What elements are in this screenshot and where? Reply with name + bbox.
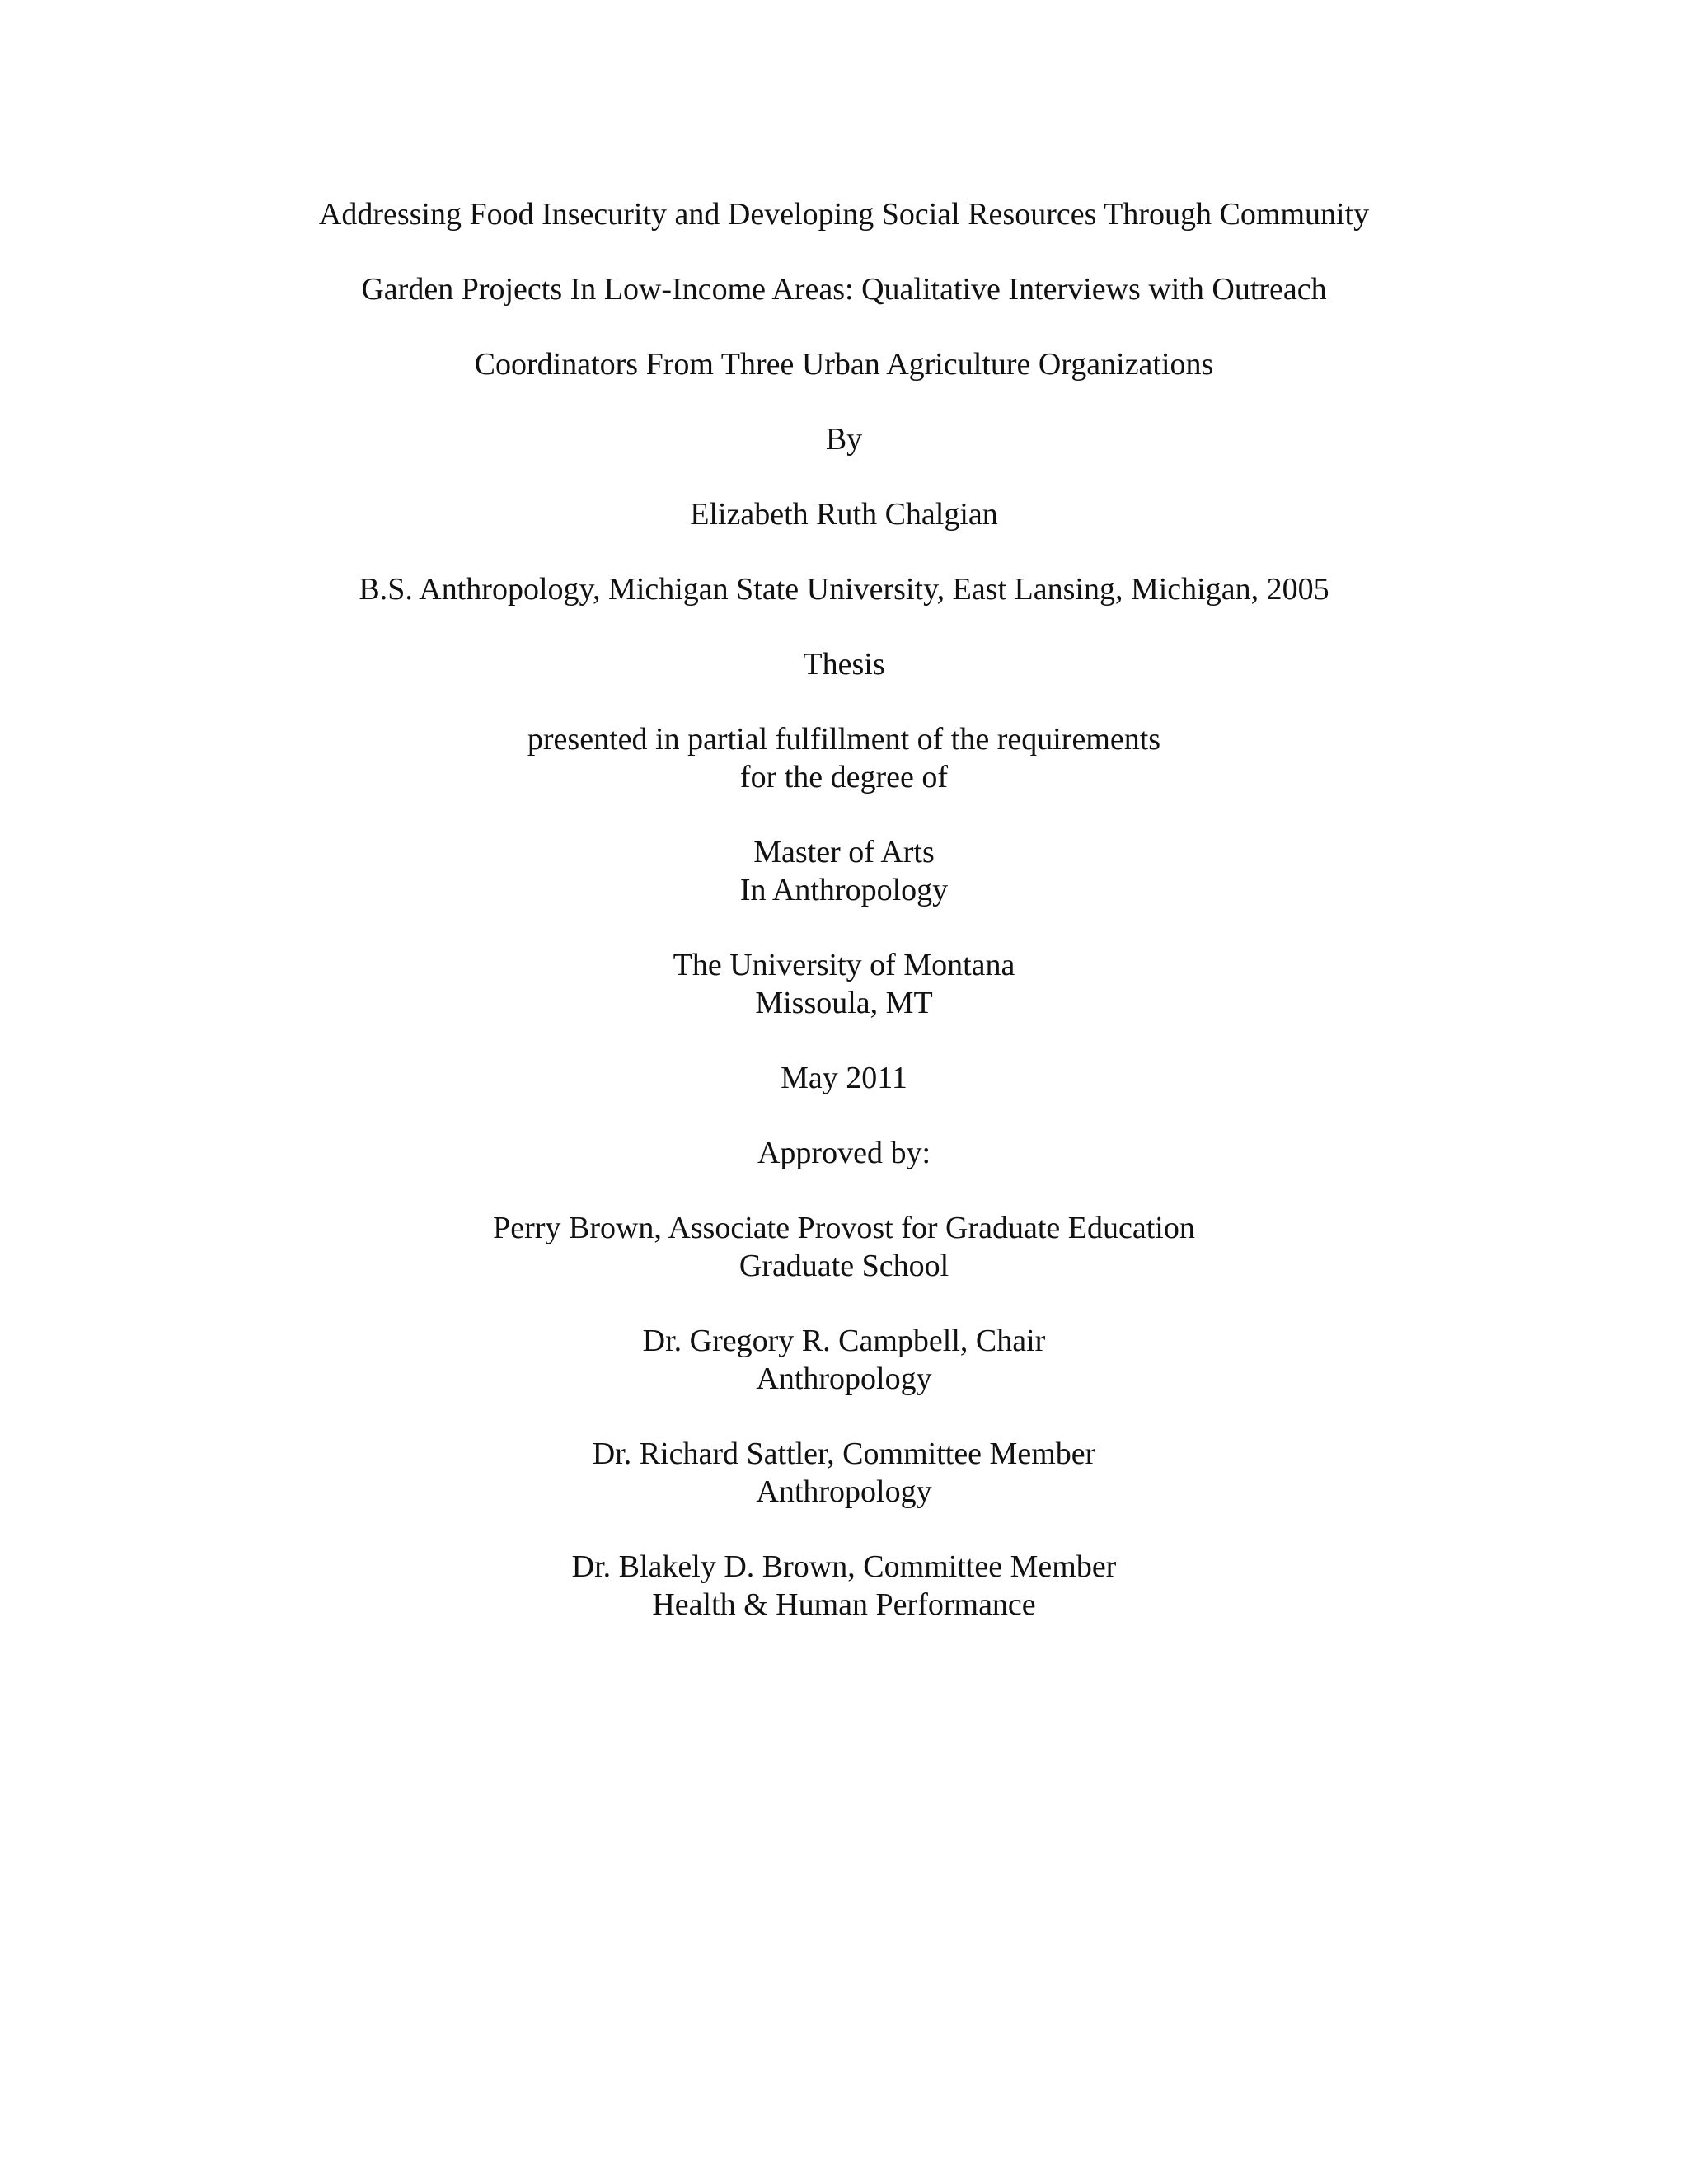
fulfillment-line-1: presented in partial fulfillment of the requirements (527, 722, 1161, 757)
committee-member-name: Dr. Blakely D. Brown, Committee Member (571, 1549, 1117, 1584)
committee-member-unit: Anthropology (756, 1361, 932, 1396)
institution-name: The University of Montana (673, 948, 1015, 982)
thesis-title-line-3: Coordinators From Three Urban Agriculture Organizations (474, 347, 1214, 382)
submission-date: May 2011 (781, 1061, 907, 1095)
degree-name: Master of Arts (753, 835, 935, 869)
institution-location: Missoula, MT (755, 986, 933, 1020)
approved-by-label: Approved by: (757, 1136, 931, 1170)
committee-member-name: Dr. Gregory R. Campbell, Chair (642, 1324, 1046, 1358)
author-name: Elizabeth Ruth Chalgian (690, 497, 998, 532)
document-type: Thesis (803, 647, 885, 682)
committee-member-unit: Anthropology (756, 1474, 932, 1509)
committee-member-unit: Graduate School (738, 1249, 950, 1283)
degree-field: In Anthropology (739, 873, 949, 907)
committee-member-unit: Health & Human Performance (652, 1587, 1036, 1622)
thesis-title-line-2: Garden Projects In Low-Income Areas: Qualitative Interviews with Outreach (361, 272, 1327, 307)
thesis-title-line-1: Addressing Food Insecurity and Developing Social Resources Through Community (318, 197, 1370, 232)
prior-degree: B.S. Anthropology, Michigan State University, East Lansing, Michigan, 2005 (359, 572, 1329, 607)
by-label: By (825, 422, 863, 457)
committee-member-name: Perry Brown, Associate Provost for Graduate Education (493, 1211, 1195, 1245)
fulfillment-line-2: for the degree of (739, 760, 949, 794)
committee-member-name: Dr. Richard Sattler, Committee Member (592, 1436, 1096, 1471)
